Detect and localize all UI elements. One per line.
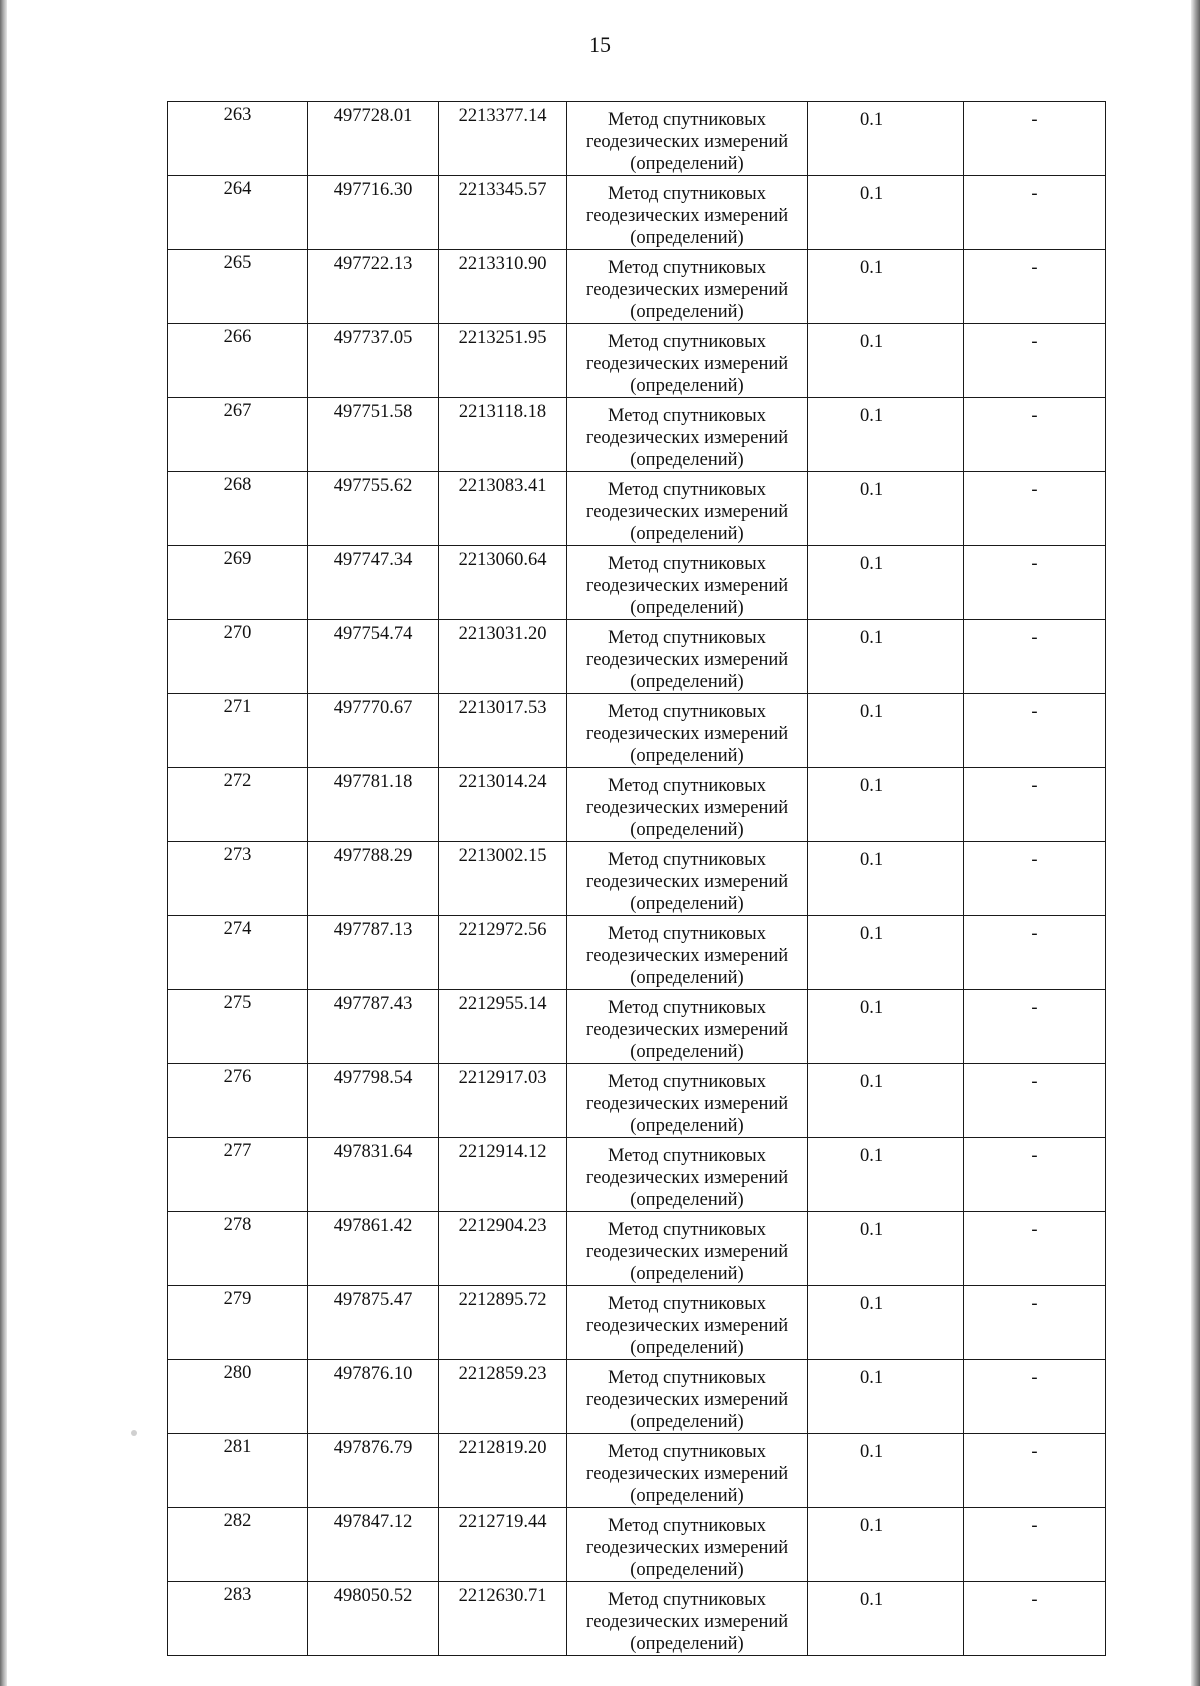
description-cell: -	[964, 1286, 1106, 1360]
method-text-line: (определений)	[630, 1190, 744, 1210]
method-text-line: Метод спутниковых	[608, 554, 766, 574]
method-text-line: Метод спутниковых	[608, 628, 766, 648]
x-coordinate-cell: 497831.64	[308, 1138, 439, 1212]
method-text-line: (определений)	[630, 376, 744, 396]
description-cell: -	[964, 1064, 1106, 1138]
method-cell	[567, 102, 808, 176]
point-number-cell: 264	[168, 176, 308, 250]
description-cell: -	[964, 990, 1106, 1064]
y-coordinate-cell: 2213377.14	[439, 102, 567, 176]
point-number-cell: 263	[168, 102, 308, 176]
method-text-line: геодезических измерений	[585, 724, 789, 744]
method-text-line: (определений)	[630, 1412, 744, 1432]
method-text-line: геодезических измерений	[585, 354, 789, 374]
method-text-line: Метод спутниковых	[608, 1072, 766, 1092]
accuracy-cell: 0.1	[808, 1434, 964, 1508]
method-cell	[567, 842, 808, 916]
method-cell	[567, 1064, 808, 1138]
method-cell	[567, 1212, 808, 1286]
method-text-line: (определений)	[630, 228, 744, 248]
y-coordinate-cell: 2213083.41	[439, 472, 567, 546]
point-number-cell: 265	[168, 250, 308, 324]
x-coordinate-cell: 497755.62	[308, 472, 439, 546]
table-row	[168, 1064, 1106, 1138]
method-text-line: Метод спутниковых	[608, 702, 766, 722]
point-number-cell: 278	[168, 1212, 308, 1286]
method-text-line: Метод спутниковых	[608, 258, 766, 278]
method-text-line: геодезических измерений	[585, 1242, 789, 1262]
method-text-line: Метод спутниковых	[608, 1516, 766, 1536]
method-text-line: геодезических измерений	[585, 946, 789, 966]
description-cell: -	[964, 768, 1106, 842]
accuracy-cell: 0.1	[808, 1360, 964, 1434]
table-row	[168, 1582, 1106, 1656]
accuracy-cell: 0.1	[808, 916, 964, 990]
y-coordinate-cell: 2212859.23	[439, 1360, 567, 1434]
method-text-line: геодезических измерений	[585, 1020, 789, 1040]
y-coordinate-cell: 2212955.14	[439, 990, 567, 1064]
method-cell	[567, 1360, 808, 1434]
method-text-line: геодезических измерений	[585, 1538, 789, 1558]
table-row	[168, 102, 1106, 176]
x-coordinate-cell: 497751.58	[308, 398, 439, 472]
method-text-line: Метод спутниковых	[608, 924, 766, 944]
method-text-line: (определений)	[630, 1264, 744, 1284]
method-text-line: геодезических измерений	[585, 872, 789, 892]
y-coordinate-cell: 2213118.18	[439, 398, 567, 472]
x-coordinate-cell: 497861.42	[308, 1212, 439, 1286]
x-coordinate-cell: 497798.54	[308, 1064, 439, 1138]
method-text-line: геодезических измерений	[585, 1094, 789, 1114]
x-coordinate-cell: 497737.05	[308, 324, 439, 398]
description-cell: -	[964, 546, 1106, 620]
y-coordinate-cell: 2212819.20	[439, 1434, 567, 1508]
description-cell: -	[964, 694, 1106, 768]
y-coordinate-cell: 2212904.23	[439, 1212, 567, 1286]
x-coordinate-cell: 497787.43	[308, 990, 439, 1064]
method-text-line: (определений)	[630, 672, 744, 692]
point-number-cell: 269	[168, 546, 308, 620]
description-cell: -	[964, 1582, 1106, 1656]
description-cell: -	[964, 176, 1106, 250]
method-text-line: (определений)	[630, 894, 744, 914]
method-text-line: геодезических измерений	[585, 428, 789, 448]
accuracy-cell: 0.1	[808, 990, 964, 1064]
method-text-line: геодезических измерений	[585, 280, 789, 300]
method-text-line: (определений)	[630, 746, 744, 766]
point-number-cell: 275	[168, 990, 308, 1064]
accuracy-cell: 0.1	[808, 546, 964, 620]
accuracy-cell: 0.1	[808, 694, 964, 768]
description-cell: -	[964, 1508, 1106, 1582]
y-coordinate-cell: 2212630.71	[439, 1582, 567, 1656]
coordinates-table	[167, 101, 1106, 1656]
method-text-line: (определений)	[630, 1634, 744, 1654]
point-number-cell: 268	[168, 472, 308, 546]
method-text-line: Метод спутниковых	[608, 1368, 766, 1388]
table-row	[168, 250, 1106, 324]
scan-edge-right	[1191, 0, 1200, 1686]
method-text-line: Метод спутниковых	[608, 850, 766, 870]
table-row	[168, 990, 1106, 1064]
accuracy-cell: 0.1	[808, 1064, 964, 1138]
point-number-cell: 282	[168, 1508, 308, 1582]
point-number-cell: 281	[168, 1434, 308, 1508]
method-cell	[567, 176, 808, 250]
method-text-line: (определений)	[630, 450, 744, 470]
method-text-line: Метод спутниковых	[608, 184, 766, 204]
description-cell: -	[964, 842, 1106, 916]
method-text-line: Метод спутниковых	[608, 1294, 766, 1314]
method-text-line: (определений)	[630, 968, 744, 988]
x-coordinate-cell: 497787.13	[308, 916, 439, 990]
scan-edge-left	[0, 0, 7, 1686]
table-row	[168, 1508, 1106, 1582]
method-text-line: (определений)	[630, 1560, 744, 1580]
scan-speck	[131, 1430, 137, 1436]
table-row	[168, 916, 1106, 990]
y-coordinate-cell: 2213031.20	[439, 620, 567, 694]
x-coordinate-cell: 497722.13	[308, 250, 439, 324]
method-text-line: Метод спутниковых	[608, 1146, 766, 1166]
x-coordinate-cell: 497876.79	[308, 1434, 439, 1508]
accuracy-cell: 0.1	[808, 1582, 964, 1656]
method-cell	[567, 1508, 808, 1582]
x-coordinate-cell: 497770.67	[308, 694, 439, 768]
y-coordinate-cell: 2212895.72	[439, 1286, 567, 1360]
y-coordinate-cell: 2212914.12	[439, 1138, 567, 1212]
y-coordinate-cell: 2213345.57	[439, 176, 567, 250]
accuracy-cell: 0.1	[808, 472, 964, 546]
method-text-line: Метод спутниковых	[608, 110, 766, 130]
accuracy-cell: 0.1	[808, 768, 964, 842]
method-text-line: (определений)	[630, 1042, 744, 1062]
y-coordinate-cell: 2213017.53	[439, 694, 567, 768]
point-number-cell: 283	[168, 1582, 308, 1656]
method-text-line: геодезических измерений	[585, 1168, 789, 1188]
x-coordinate-cell: 497875.47	[308, 1286, 439, 1360]
method-text-line: Метод спутниковых	[608, 406, 766, 426]
description-cell: -	[964, 1434, 1106, 1508]
method-text-line: геодезических измерений	[585, 798, 789, 818]
x-coordinate-cell: 497876.10	[308, 1360, 439, 1434]
table-row	[168, 324, 1106, 398]
method-text-line: геодезических измерений	[585, 576, 789, 596]
accuracy-cell: 0.1	[808, 842, 964, 916]
method-text-line: Метод спутниковых	[608, 1590, 766, 1610]
accuracy-cell: 0.1	[808, 250, 964, 324]
table-row	[168, 1434, 1106, 1508]
x-coordinate-cell: 497847.12	[308, 1508, 439, 1582]
x-coordinate-cell: 497754.74	[308, 620, 439, 694]
point-number-cell: 280	[168, 1360, 308, 1434]
method-text-line: (определений)	[630, 302, 744, 322]
description-cell: -	[964, 102, 1106, 176]
x-coordinate-cell: 498050.52	[308, 1582, 439, 1656]
method-text-line: Метод спутниковых	[608, 480, 766, 500]
method-cell	[567, 694, 808, 768]
method-text-line: (определений)	[630, 1486, 744, 1506]
y-coordinate-cell: 2213060.64	[439, 546, 567, 620]
y-coordinate-cell: 2213002.15	[439, 842, 567, 916]
y-coordinate-cell: 2212917.03	[439, 1064, 567, 1138]
point-number-cell: 272	[168, 768, 308, 842]
method-text-line: (определений)	[630, 1116, 744, 1136]
y-coordinate-cell: 2213251.95	[439, 324, 567, 398]
accuracy-cell: 0.1	[808, 1286, 964, 1360]
description-cell: -	[964, 472, 1106, 546]
table-row	[168, 398, 1106, 472]
x-coordinate-cell: 497747.34	[308, 546, 439, 620]
method-cell	[567, 398, 808, 472]
method-text-line: Метод спутниковых	[608, 1442, 766, 1462]
point-number-cell: 274	[168, 916, 308, 990]
method-text-line: (определений)	[630, 1338, 744, 1358]
method-cell	[567, 324, 808, 398]
table-row	[168, 620, 1106, 694]
description-cell: -	[964, 250, 1106, 324]
method-text-line: (определений)	[630, 820, 744, 840]
point-number-cell: 266	[168, 324, 308, 398]
method-cell	[567, 1286, 808, 1360]
point-number-cell: 277	[168, 1138, 308, 1212]
method-text-line: Метод спутниковых	[608, 332, 766, 352]
method-text-line: геодезических измерений	[585, 502, 789, 522]
method-text-line: геодезических измерений	[585, 1612, 789, 1632]
method-cell	[567, 768, 808, 842]
method-text-line: геодезических измерений	[585, 132, 789, 152]
accuracy-cell: 0.1	[808, 1138, 964, 1212]
method-text-line: (определений)	[630, 598, 744, 618]
accuracy-cell: 0.1	[808, 1212, 964, 1286]
point-number-cell: 271	[168, 694, 308, 768]
method-text-line: геодезических измерений	[585, 206, 789, 226]
page-number: 15	[589, 32, 611, 57]
y-coordinate-cell: 2213310.90	[439, 250, 567, 324]
x-coordinate-cell: 497781.18	[308, 768, 439, 842]
accuracy-cell: 0.1	[808, 1508, 964, 1582]
accuracy-cell: 0.1	[808, 620, 964, 694]
method-cell	[567, 546, 808, 620]
point-number-cell: 270	[168, 620, 308, 694]
x-coordinate-cell: 497716.30	[308, 176, 439, 250]
table-row	[168, 1360, 1106, 1434]
table-row	[168, 546, 1106, 620]
method-cell	[567, 1582, 808, 1656]
table-row	[168, 1286, 1106, 1360]
point-number-cell: 279	[168, 1286, 308, 1360]
description-cell: -	[964, 324, 1106, 398]
method-cell	[567, 1138, 808, 1212]
description-cell: -	[964, 620, 1106, 694]
method-text-line: геодезических измерений	[585, 650, 789, 670]
y-coordinate-cell: 2213014.24	[439, 768, 567, 842]
accuracy-cell: 0.1	[808, 324, 964, 398]
point-number-cell: 273	[168, 842, 308, 916]
method-cell	[567, 1434, 808, 1508]
table-row	[168, 1138, 1106, 1212]
method-text-line: (определений)	[630, 524, 744, 544]
method-text-line: геодезических измерений	[585, 1464, 789, 1484]
method-cell	[567, 990, 808, 1064]
table-row	[168, 768, 1106, 842]
point-number-cell: 267	[168, 398, 308, 472]
description-cell: -	[964, 1360, 1106, 1434]
description-cell: -	[964, 1138, 1106, 1212]
accuracy-cell: 0.1	[808, 102, 964, 176]
table-row	[168, 176, 1106, 250]
accuracy-cell: 0.1	[808, 398, 964, 472]
description-cell: -	[964, 1212, 1106, 1286]
method-cell	[567, 620, 808, 694]
method-cell	[567, 250, 808, 324]
table-row	[168, 1212, 1106, 1286]
method-cell	[567, 916, 808, 990]
method-cell	[567, 472, 808, 546]
method-text-line: (определений)	[630, 154, 744, 174]
table-row	[168, 472, 1106, 546]
accuracy-cell: 0.1	[808, 176, 964, 250]
method-text-line: Метод спутниковых	[608, 776, 766, 796]
description-cell: -	[964, 916, 1106, 990]
method-text-line: геодезических измерений	[585, 1316, 789, 1336]
table-row	[168, 842, 1106, 916]
y-coordinate-cell: 2212719.44	[439, 1508, 567, 1582]
table-row	[168, 694, 1106, 768]
method-text-line: геодезических измерений	[585, 1390, 789, 1410]
method-text-line: Метод спутниковых	[608, 998, 766, 1018]
method-text-line: Метод спутниковых	[608, 1220, 766, 1240]
x-coordinate-cell: 497788.29	[308, 842, 439, 916]
table-body	[168, 102, 1106, 1656]
point-number-cell: 276	[168, 1064, 308, 1138]
x-coordinate-cell: 497728.01	[308, 102, 439, 176]
description-cell: -	[964, 398, 1106, 472]
y-coordinate-cell: 2212972.56	[439, 916, 567, 990]
